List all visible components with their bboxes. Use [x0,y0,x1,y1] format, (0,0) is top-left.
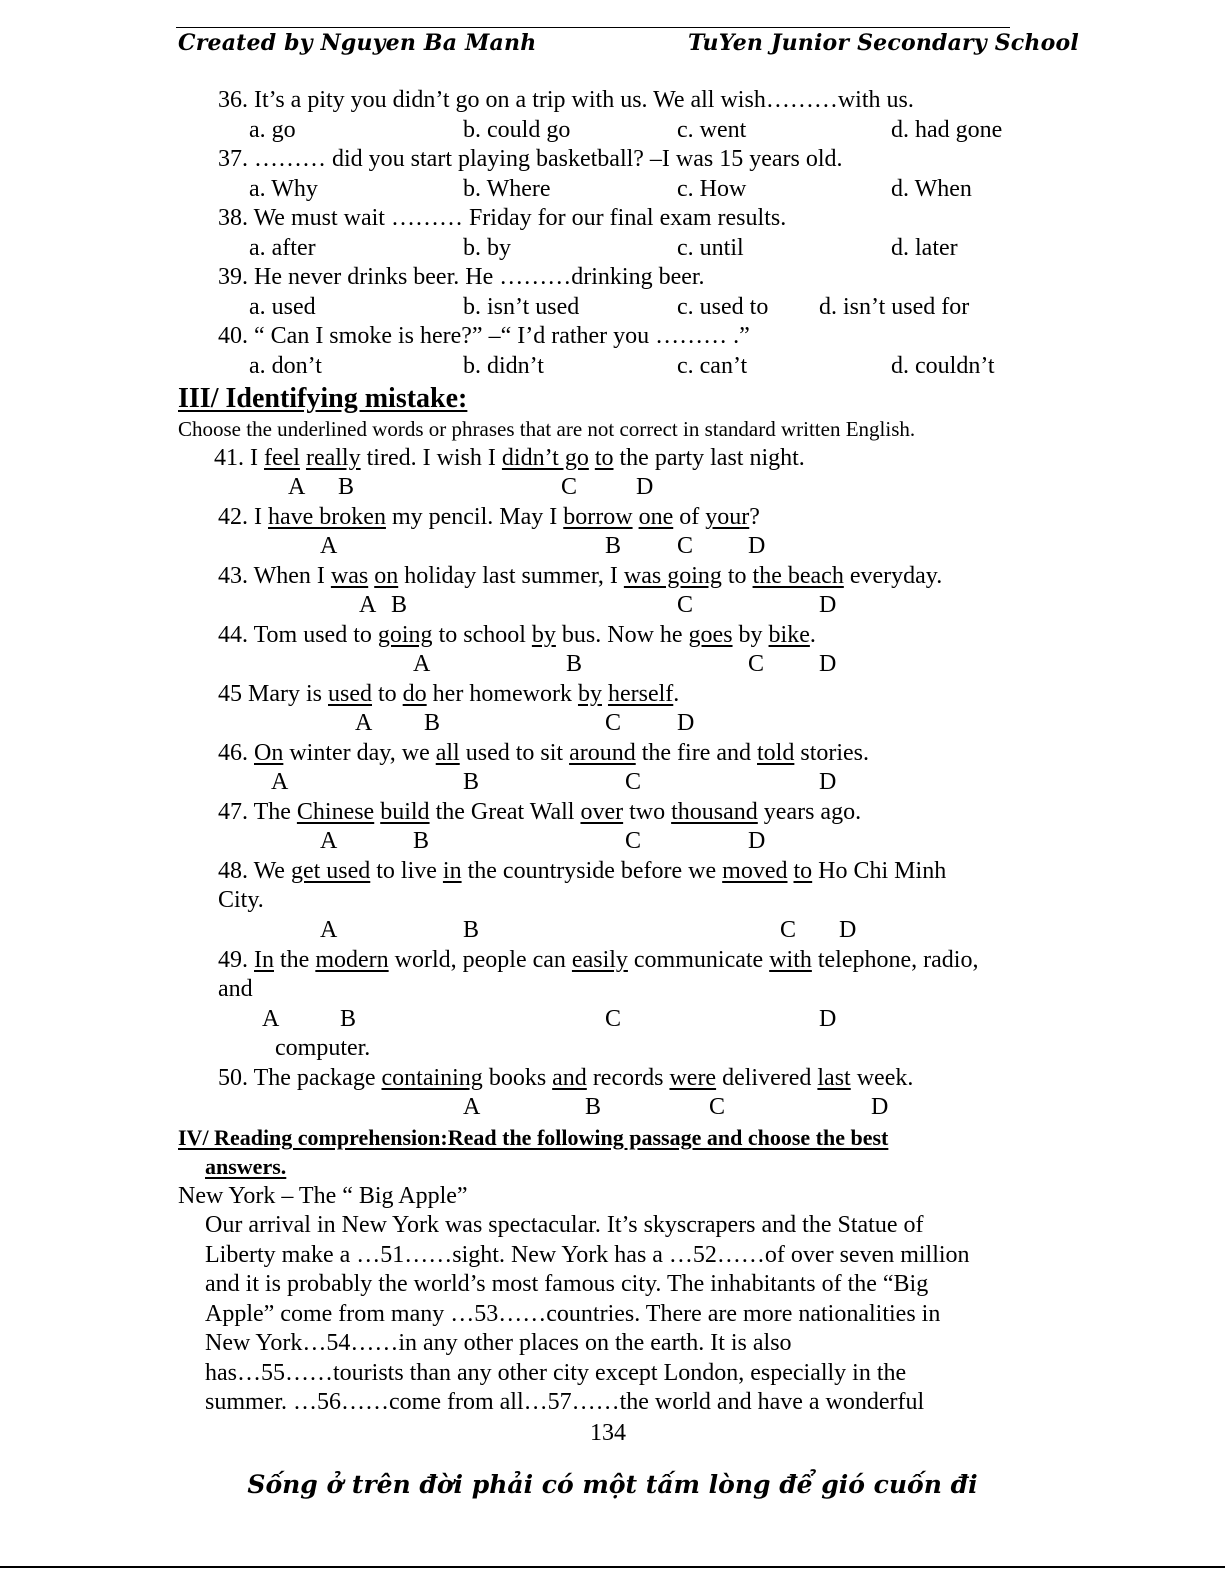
label-42-a: A [320,533,338,559]
label-47-c: C [625,828,642,854]
label-47-a: A [320,828,338,854]
question-42: 42. I have broken my pencil. May I borrow one of your? [218,504,760,530]
label-45-d: D [677,710,695,736]
question-49: 49. In the modern world, people can easily communicate with telephone, radio, [218,947,979,973]
label-50-b: B [585,1094,602,1120]
label-46-a: A [271,769,289,795]
label-41-c: C [561,474,578,500]
label-48-d: D [839,917,857,943]
label-49-c: C [605,1006,622,1032]
passage-line: Apple” come from many …53……countries. There are more nationalities in [205,1301,941,1327]
question-36: 36. It’s a pity you didn’t go on a trip with us. We all wish………with us. [218,87,914,113]
label-44-b: B [566,651,583,677]
label-45-b: B [424,710,441,736]
section-4-title: IV/ Reading comprehension:Read the following passage and choose the best [178,1125,889,1150]
option-37-d: d. When [891,176,972,202]
label-44-d: D [819,651,837,677]
option-39-c: c. used to [677,294,769,320]
page-number: 134 [590,1420,626,1446]
label-41-d: D [636,474,654,500]
label-41-b: B [338,474,355,500]
bottom-rule [0,1566,1225,1568]
section-4-title-continued: answers. [205,1154,287,1179]
section-3-instruction: Choose the underlined words or phrases that are not correct in standard written English. [178,417,916,441]
header-school: TuYen Junior Secondary School [688,30,1079,56]
option-38-d: d. later [891,235,958,261]
label-50-d: D [871,1094,889,1120]
question-43: 43. When I was on holiday last summer, I was going to the beach everyday. [218,563,943,589]
label-47-b: B [413,828,430,854]
passage-line: summer. …56……come from all…57……the world and have a wonderful [205,1389,925,1415]
label-45-c: C [605,710,622,736]
footer-motto: Sống ở trên đời phải có một tấm lòng để gió cuốn đi [247,1470,978,1499]
option-36-b: b. could go [463,117,571,143]
option-38-c: c. until [677,235,744,261]
option-36-c: c. went [677,117,747,143]
option-37-b: b. Where [463,176,551,202]
label-43-b: B [391,592,408,618]
label-42-b: B [605,533,622,559]
label-46-b: B [463,769,480,795]
label-42-d: D [748,533,766,559]
label-49-d: D [819,1006,837,1032]
option-39-d: d. isn’t used for [819,294,970,320]
label-50-a: A [463,1094,481,1120]
label-48-c: C [780,917,797,943]
label-49-b: B [340,1006,357,1032]
label-42-c: C [677,533,694,559]
label-41-a: A [288,474,306,500]
question-40: 40. “ Can I smoke is here?” –“ I’d rather you ……… .” [218,323,750,349]
header-rule [176,27,1010,28]
question-46: 46. On winter day, we all used to sit around the fire and told stories. [218,740,870,766]
question-44: 44. Tom used to going to school by bus. Now he goes by bike. [218,622,816,648]
label-48-a: A [320,917,338,943]
question-39: 39. He never drinks beer. He ………drinking beer. [218,264,705,290]
option-40-d: d. couldn’t [891,353,995,379]
label-46-d: D [819,769,837,795]
label-45-a: A [355,710,373,736]
option-37-c: c. How [677,176,747,202]
question-37: 37. ……… did you start playing basketball? –I was 15 years old. [218,146,843,172]
question-50: 50. The package containing books and records were delivered last week. [218,1065,914,1091]
option-40-b: b. didn’t [463,353,544,379]
option-38-a: a. after [249,235,316,261]
label-47-d: D [748,828,766,854]
label-43-d: D [819,592,837,618]
question-45: 45 Mary is used to do her homework by herself. [218,681,680,707]
option-36-a: a. go [249,117,296,143]
label-49-a: A [262,1006,280,1032]
passage-line: New York…54……in any other places on the earth. It is also [205,1330,792,1356]
question-41: 41. I feel really tired. I wish I didn’t go to the party last night. [214,445,805,471]
question-48-continued: City. [218,887,264,913]
option-40-c: c. can’t [677,353,748,379]
label-43-a: A [359,592,377,618]
section-3-title: III/ Identifying mistake: [178,383,468,414]
question-47: 47. The Chinese build the Great Wall over two thousand years ago. [218,799,862,825]
label-44-c: C [748,651,765,677]
label-50-c: C [709,1094,726,1120]
header-author: Created by Nguyen Ba Manh [178,30,537,56]
question-49-continued: and [218,976,253,1002]
label-48-b: B [463,917,480,943]
label-43-c: C [677,592,694,618]
question-38: 38. We must wait ……… Friday for our final exam results. [218,205,787,231]
label-44-a: A [413,651,431,677]
option-38-b: b. by [463,235,511,261]
question-48: 48. We get used to live in the countryside before we moved to Ho Chi Minh [218,858,947,884]
passage-title: New York – The “ Big Apple” [178,1183,468,1209]
option-40-a: a. don’t [249,353,322,379]
option-36-d: d. had gone [891,117,1003,143]
passage-line: Our arrival in New York was spectacular. It’s skyscrapers and the Statue of [205,1212,924,1238]
passage-line: has…55……tourists than any other city except London, especially in the [205,1360,907,1386]
option-39-b: b. isn’t used [463,294,580,320]
label-46-c: C [625,769,642,795]
option-39-a: a. used [249,294,316,320]
passage-line: and it is probably the world’s most famous city. The inhabitants of the “Big [205,1271,929,1297]
question-49-continued-2: computer. [275,1035,371,1061]
option-37-a: a. Why [249,176,318,202]
passage-line: Liberty make a …51……sight. New York has a …52……of over seven million [205,1242,970,1268]
